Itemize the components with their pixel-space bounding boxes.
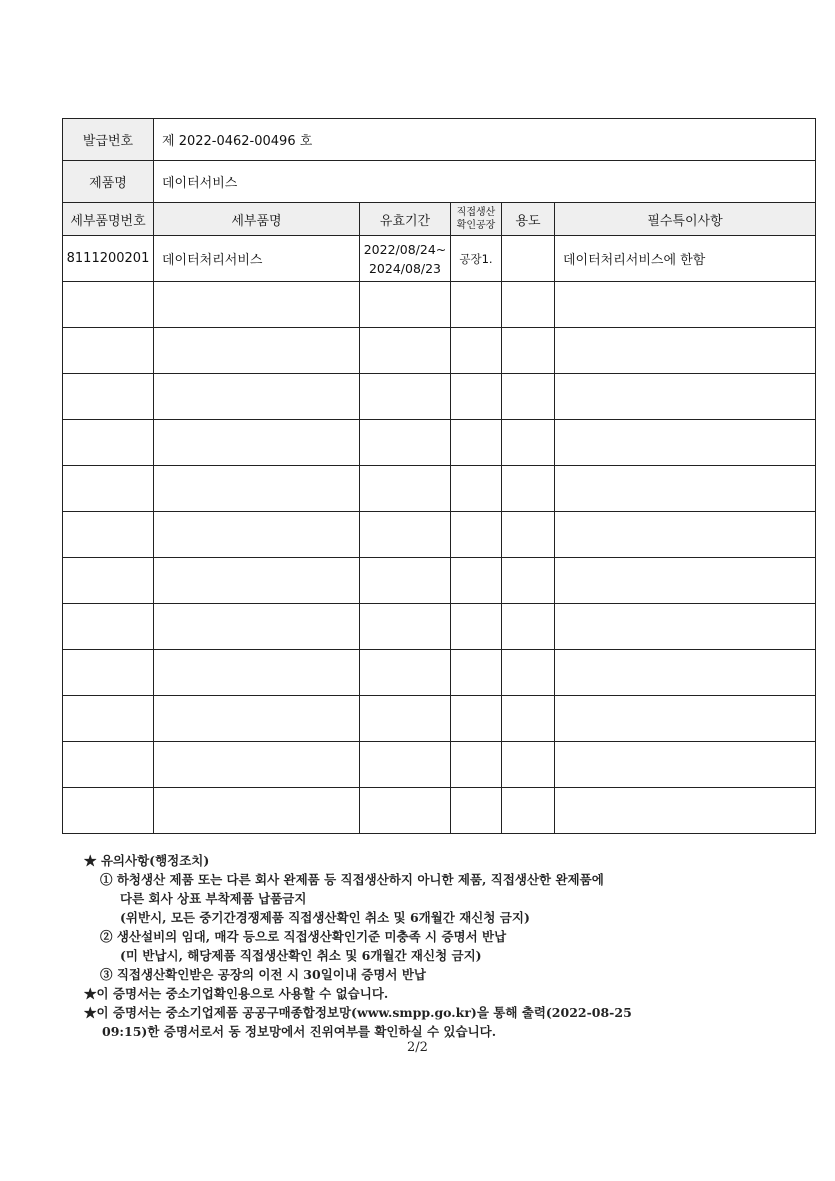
column-header-row <box>63 203 816 236</box>
empty-row <box>63 558 816 604</box>
table-row <box>63 236 816 282</box>
product-name-row <box>63 161 816 203</box>
empty-row <box>63 788 816 834</box>
issue-number-value: 제 2022-0462-00496 호 <box>154 119 816 161</box>
notes-title: ★ 유의사항(행정조치) <box>84 853 210 868</box>
row-note: 데이터처리서비스에 한함 <box>555 236 816 282</box>
note-star-3-line-2: 09:15)한 증명서로서 동 정보망에서 진위여부를 확인하실 수 있습니다. <box>102 1024 497 1039</box>
row-period-end: 2024/08/23 <box>368 260 442 276</box>
notes-section <box>84 851 804 1041</box>
row-period-start: 2022/08/24~ <box>363 241 447 257</box>
note-item-3-line-1: ③ 직접생산확인받은 공장의 이전 시 30일이내 증명서 반납 <box>100 967 427 982</box>
empty-row <box>63 420 816 466</box>
empty-row <box>63 742 816 788</box>
issue-number-row <box>63 119 816 161</box>
col-header-name: 세부품명 <box>154 203 360 236</box>
page-number: 2/2 <box>407 1040 428 1055</box>
note-star-2: ★이 증명서는 중소기업확인용으로 사용할 수 없습니다. <box>84 986 389 1001</box>
note-item-1-line-2: 다른 회사 상표 부착제품 납품금지 <box>120 891 307 906</box>
empty-row <box>63 328 816 374</box>
row-name: 데이터처리서비스 <box>154 236 360 282</box>
row-factory: 공장1. <box>451 236 502 282</box>
note-item-1-line-1: ① 하청생산 제품 또는 다른 회사 완제품 등 직접생산하지 아니한 제품, 직접생산한 완제품에 <box>100 872 604 887</box>
col-header-factory: 직접생산 확인공장 <box>451 203 502 236</box>
product-name-label: 제품명 <box>63 161 154 203</box>
issue-number-label: 발급번호 <box>63 119 154 161</box>
row-period <box>360 236 451 282</box>
empty-row <box>63 650 816 696</box>
certificate-table <box>62 118 816 834</box>
note-item-2-line-1: ② 생산설비의 임대, 매각 등으로 직접생산확인기준 미충족 시 증명서 반납 <box>100 929 507 944</box>
empty-row <box>63 696 816 742</box>
row-code: 8111200201 <box>63 236 154 282</box>
col-header-period: 유효기간 <box>360 203 451 236</box>
col-header-code: 세부품명번호 <box>63 203 154 236</box>
row-use <box>502 236 555 282</box>
col-header-note: 필수특이사항 <box>555 203 816 236</box>
col-header-use: 용도 <box>502 203 555 236</box>
product-name-value: 데이터서비스 <box>154 161 816 203</box>
note-item-1-line-3: (위반시, 모든 중기간경쟁제품 직접생산확인 취소 및 6개월간 재신청 금지) <box>120 910 530 925</box>
empty-row <box>63 512 816 558</box>
empty-row <box>63 604 816 650</box>
note-star-3-line-1: ★이 증명서는 중소기업제품 공공구매종합정보망(www.smpp.go.kr)을 통해 출력(2022-08-25 <box>84 1005 632 1020</box>
certificate-table-wrapper <box>62 118 815 834</box>
note-item-2-line-2: (미 반납시, 해당제품 직접생산확인 취소 및 6개월간 재신청 금지) <box>120 948 482 963</box>
empty-row <box>63 466 816 512</box>
empty-row <box>63 282 816 328</box>
empty-row <box>63 374 816 420</box>
